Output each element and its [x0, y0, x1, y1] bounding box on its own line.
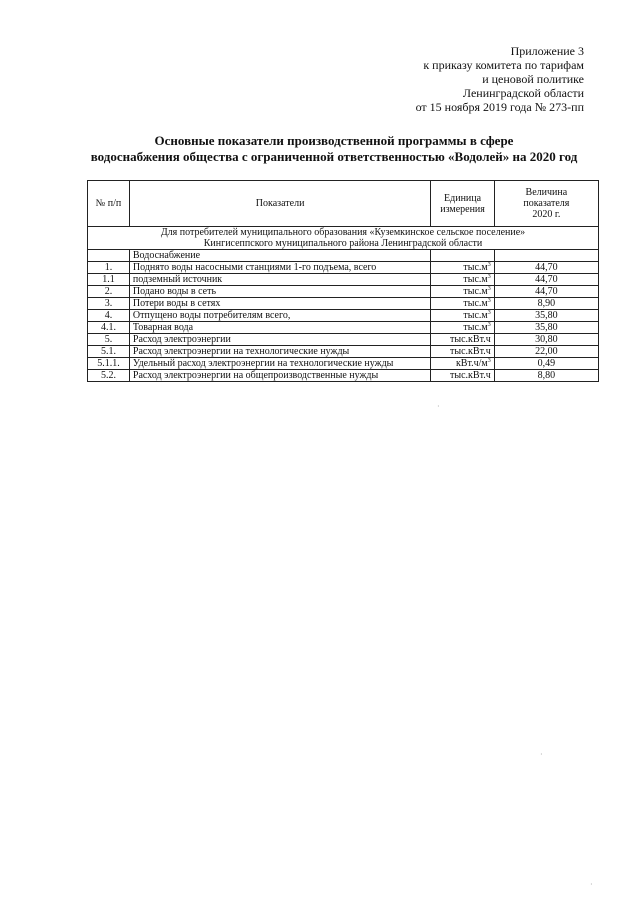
group-line: Для потребителей муниципального образования «Куземкинское сельское поселение» [160, 227, 526, 238]
section-unit [431, 250, 494, 262]
row-value: 22,00 [494, 346, 598, 358]
row-value: 35,80 [494, 310, 598, 322]
table-row [88, 358, 599, 370]
row-unit [431, 334, 494, 346]
unit-text: тыс.кВт.ч [450, 334, 491, 345]
row-indicator: Отпущено воды потребителям всего, [129, 310, 430, 322]
header-value [494, 181, 598, 227]
table-row [88, 346, 599, 358]
row-num: 4. [88, 310, 130, 322]
table-row [88, 262, 599, 274]
row-unit [431, 346, 494, 358]
row-num: 1. [88, 262, 130, 274]
header-unit-line: Единица [444, 192, 482, 204]
unit-exponent: 3 [487, 322, 491, 328]
header-value-line: 2020 г. [532, 209, 561, 220]
appendix-line: Приложение 3 [510, 44, 584, 58]
group-label [88, 227, 599, 250]
table-header-row [88, 181, 599, 227]
header-num: № п/п [88, 181, 130, 227]
appendix-line: и ценовой политике [482, 72, 584, 86]
row-indicator: Поднято воды насосными станциями 1-го подъема, всего [129, 262, 430, 274]
unit-exponent: 3 [487, 358, 491, 364]
table-row [88, 334, 599, 346]
table-row [88, 310, 599, 322]
row-value: 44,70 [494, 286, 598, 298]
row-unit [431, 322, 494, 334]
header-value-line: Величина [525, 187, 568, 198]
row-indicator: Потери воды в сетях [129, 298, 430, 310]
header-unit [431, 181, 494, 227]
appendix-line: к приказу комитета по тарифам [423, 58, 584, 72]
row-num: 3. [88, 298, 130, 310]
row-num: 5.1.1. [88, 358, 130, 370]
row-indicator: Товарная вода [129, 322, 430, 334]
row-value: 35,80 [494, 322, 598, 334]
scan-speck: · [590, 880, 593, 889]
table-row [88, 286, 599, 298]
unit-exponent: 3 [487, 262, 491, 268]
appendix-header [416, 44, 584, 114]
row-value: 30,80 [494, 334, 598, 346]
row-indicator: Расход электроэнергии [129, 334, 430, 346]
row-num: 2. [88, 286, 130, 298]
header-indicator: Показатели [129, 181, 430, 227]
indicators-table [87, 180, 599, 382]
row-indicator: Подано воды в сеть [129, 286, 430, 298]
row-unit [431, 274, 494, 286]
unit-text: кВт.ч/м [455, 358, 488, 369]
row-unit [431, 262, 494, 274]
section-num [88, 250, 130, 262]
row-indicator: Расход электроэнергии на общепроизводственные нужды [129, 370, 430, 382]
row-indicator: Расход электроэнергии на технологические нужды [129, 346, 430, 358]
row-indicator: подземный источник [129, 274, 430, 286]
unit-text: тыс.м [463, 274, 488, 285]
unit-exponent: 3 [487, 286, 491, 292]
row-value: 8,90 [494, 298, 598, 310]
scan-speck: · [437, 402, 440, 411]
row-num: 5.2. [88, 370, 130, 382]
section-label: Водоснабжение [129, 250, 430, 262]
unit-exponent: 3 [487, 298, 491, 304]
row-indicator: Удельный расход электроэнергии на технологические нужды [129, 358, 430, 370]
row-num: 4.1. [88, 322, 130, 334]
section-value [494, 250, 598, 262]
table-row [88, 370, 599, 382]
scan-speck: · [540, 750, 543, 759]
table-row [88, 274, 599, 286]
group-row [88, 227, 599, 250]
unit-text: тыс.м [463, 322, 488, 333]
unit-text: тыс.кВт.ч [450, 370, 491, 381]
row-unit [431, 358, 494, 370]
unit-exponent: 3 [487, 274, 491, 280]
header-unit-line: измерения [440, 203, 485, 215]
unit-text: тыс.кВт.ч [450, 346, 491, 357]
table-row [88, 298, 599, 310]
row-value: 0,49 [494, 358, 598, 370]
unit-text: тыс.м [463, 286, 488, 297]
row-num: 1.1 [88, 274, 130, 286]
row-num: 5. [88, 334, 130, 346]
unit-exponent: 3 [487, 310, 491, 316]
row-value: 44,70 [494, 262, 598, 274]
row-unit [431, 298, 494, 310]
unit-text: тыс.м [463, 310, 488, 321]
header-value-line: показателя [523, 198, 570, 209]
unit-text: тыс.м [463, 298, 488, 309]
appendix-line: от 15 ноября 2019 года № 273-пп [415, 100, 584, 114]
document-title [70, 133, 598, 165]
title-line: Основные показатели производственной программы в сфере [154, 133, 514, 148]
row-value: 44,70 [494, 274, 598, 286]
row-unit [431, 370, 494, 382]
table-row [88, 322, 599, 334]
appendix-line: Ленинградской области [462, 86, 584, 100]
row-value: 8,80 [494, 370, 598, 382]
row-unit [431, 286, 494, 298]
title-line: водоснабжения общества с ограниченной ответственностью «Водолей» на 2020 год [90, 149, 578, 164]
row-num: 5.1. [88, 346, 130, 358]
unit-text: тыс.м [463, 262, 488, 273]
section-row [88, 250, 599, 262]
row-unit [431, 310, 494, 322]
group-line: Кингисеппского муниципального района Ленинградской области [203, 238, 483, 249]
